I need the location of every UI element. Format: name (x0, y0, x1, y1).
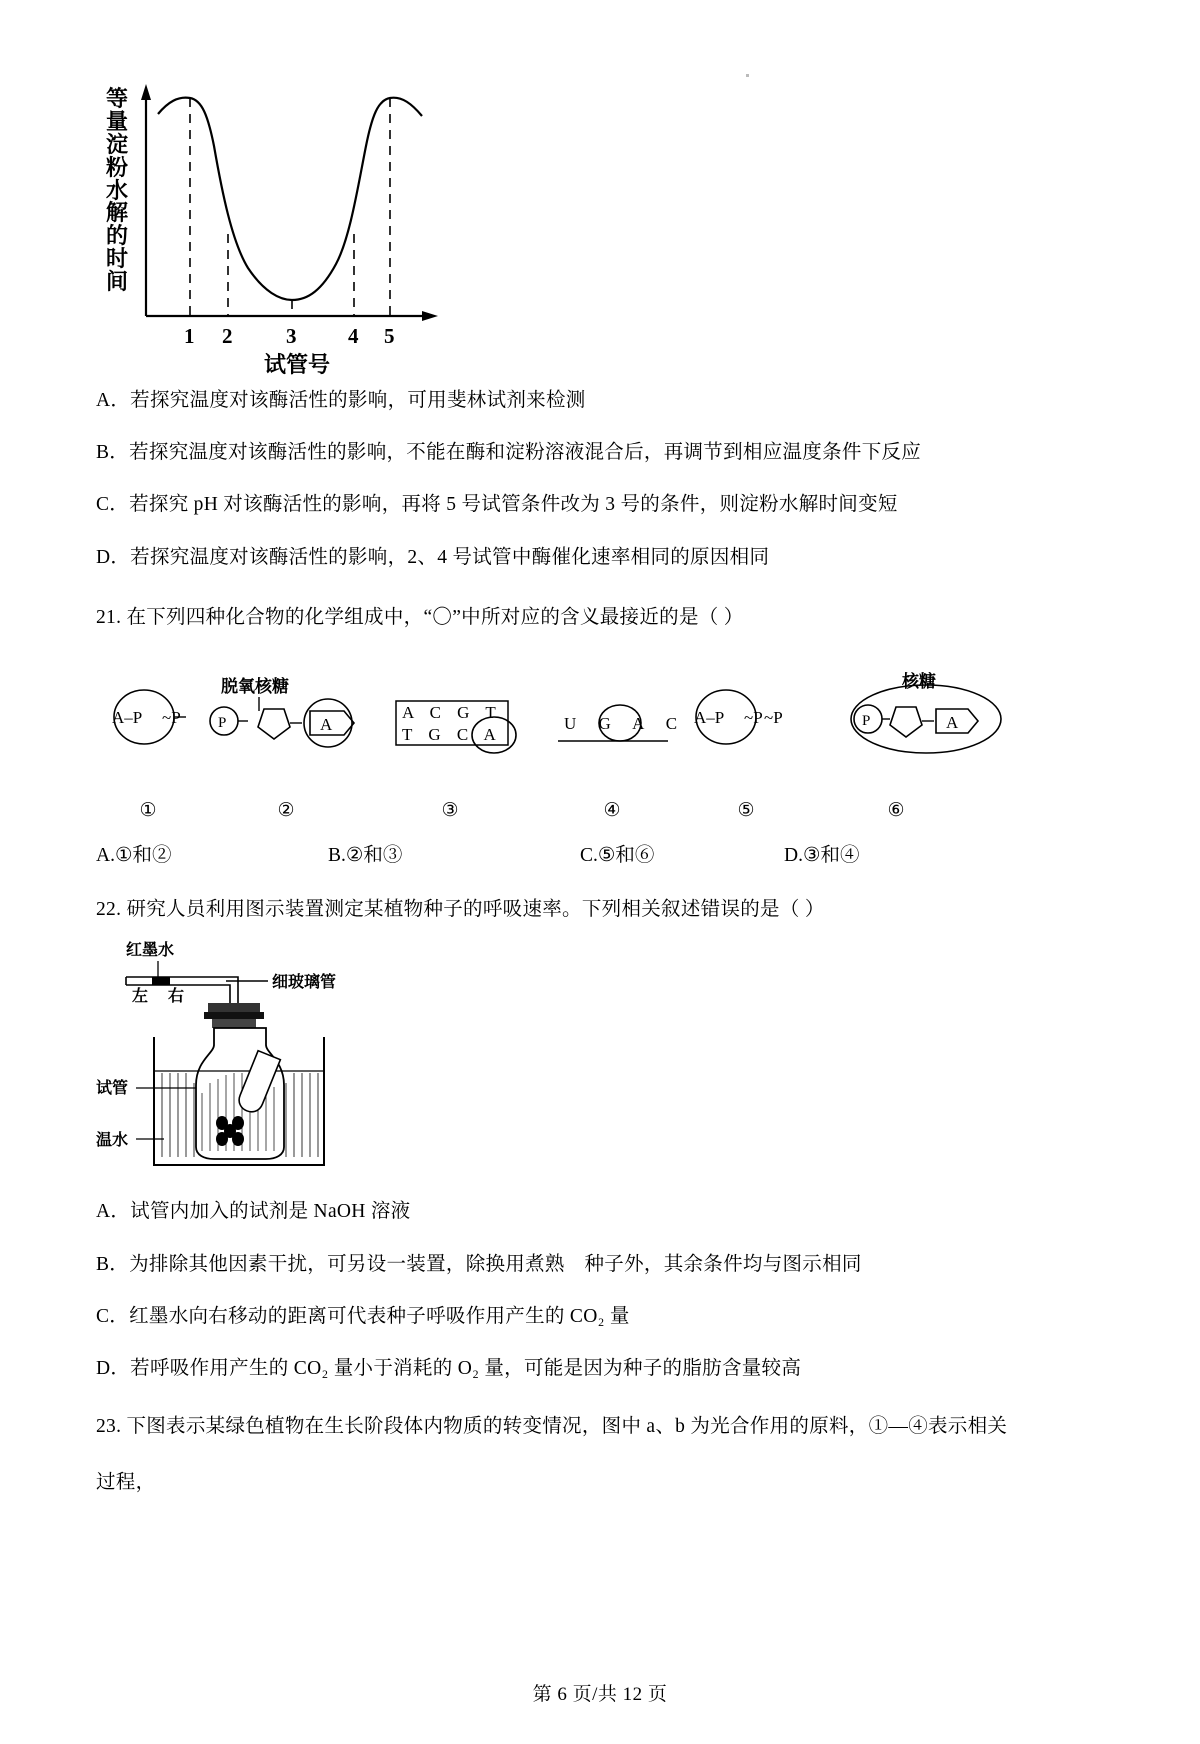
svg-text:5: 5 (384, 324, 395, 348)
q21-choice-a: A.①和② (96, 845, 172, 867)
svg-text:A–P: A–P (112, 708, 143, 728)
svg-text:右: 右 (168, 988, 185, 1006)
svg-text:细玻璃管: 细玻璃管 (272, 974, 337, 992)
svg-text:核糖: 核糖 (902, 672, 936, 692)
figure-number-1: ① (139, 800, 157, 822)
svg-text:2: 2 (222, 324, 233, 348)
q21-choice-c: C.⑤和⑥ (580, 845, 655, 867)
figure-number-4: ④ (603, 800, 621, 822)
figure-number-3: ③ (441, 800, 459, 822)
figure-number-2: ② (277, 800, 295, 822)
svg-text:4: 4 (348, 324, 359, 348)
question21-stem: 21. 在下列四种化合物的化学组成中，“〇”中所对应的含义最接近的是（ ） (96, 606, 744, 628)
svg-text:~P: ~P (764, 708, 783, 728)
q22-option-d: D．若呼吸作用产生的 CO₂ 量小于消耗的 O₂ 量，可能是因为种子的脂肪含量较高 (96, 1357, 802, 1379)
q21-choice-b: B.②和③ (328, 845, 403, 867)
q22-option-a: A．试管内加入的试剂是 NaOH 溶液 (96, 1201, 411, 1223)
page-footer: 第 6 页/共 12 页 (532, 1684, 668, 1705)
compounds-svg (96, 639, 1096, 799)
svg-text:T G C A: T G C A (402, 725, 502, 745)
svg-text:P: P (862, 713, 871, 730)
question23-line2: 过程， (96, 1472, 156, 1494)
question22-options (96, 1197, 1104, 1384)
starch-hydrolysis-chart (96, 46, 1104, 376)
question22-stem: 22. 研究人员利用图示装置测定某植物种子的呼吸速率。下列相关叙述错误的是（ ） (96, 899, 825, 921)
svg-text:~P: ~P (744, 708, 763, 728)
svg-text:A–P: A–P (694, 708, 725, 728)
question22-figure (96, 933, 1104, 1183)
svg-text:P: P (218, 715, 227, 732)
figure-number-5: ⑤ (737, 800, 755, 822)
question21-choices (96, 839, 1104, 869)
svg-text:A C G T: A C G T (402, 703, 502, 723)
q22-option-c: C．红墨水向右移动的距离可代表种子呼吸作用产生的 CO₂ 量 (96, 1305, 630, 1327)
chart-xlabel: 试管号 (264, 352, 331, 377)
svg-text:3: 3 (286, 324, 297, 348)
question20-options (96, 386, 1104, 573)
q20-option-a: A．若探究温度对该酶活性的影响，可用斐林试剂来检测 (96, 390, 586, 411)
svg-text:~P: ~P (162, 708, 181, 728)
svg-text:红墨水: 红墨水 (126, 942, 175, 960)
question23-line1: 23. 下图表示某绿色植物在生长阶段体内物质的转变情况，图中 a、b 为光合作用的原料，①—④表示相关 (96, 1416, 1008, 1438)
q20-option-c: C．若探究 pH 对该酶活性的影响，再将 5 号试管条件改为 3 号的条件，则淀粉水解时间变短 (96, 494, 898, 516)
figure-number-6: ⑥ (887, 800, 905, 822)
chart-svg (96, 46, 616, 376)
q20-option-d: D．若探究温度对该酶活性的影响，2、4 号试管中酶催化速率相同的原因相同 (96, 546, 770, 568)
question21-figure (96, 639, 1104, 799)
svg-text:温水: 温水 (96, 1132, 129, 1150)
q22-option-b: B．为排除其他因素干扰，可另设一装置，除换用煮熟 种子外，其余条件均与图示相同 (96, 1253, 862, 1275)
svg-text:U G A C: U G A C (564, 714, 687, 734)
apparatus-svg (96, 933, 516, 1183)
svg-text:左: 左 (132, 988, 149, 1006)
exam-page (0, 46, 1200, 1744)
svg-text:脱氧核糖: 脱氧核糖 (221, 677, 289, 697)
svg-text:1: 1 (184, 324, 195, 348)
svg-text:A: A (946, 713, 959, 733)
q21-choice-d: D.③和④ (784, 845, 860, 867)
question21-figure-numbers (96, 799, 1104, 829)
q20-option-b: B．若探究温度对该酶活性的影响，不能在酶和淀粉溶液混合后，再调节到相应温度条件下反应 (96, 442, 922, 464)
svg-text:试管: 试管 (96, 1080, 129, 1098)
svg-text:A: A (320, 715, 333, 735)
chart-ylabel: 等量淀粉水解的时间 (106, 86, 129, 294)
